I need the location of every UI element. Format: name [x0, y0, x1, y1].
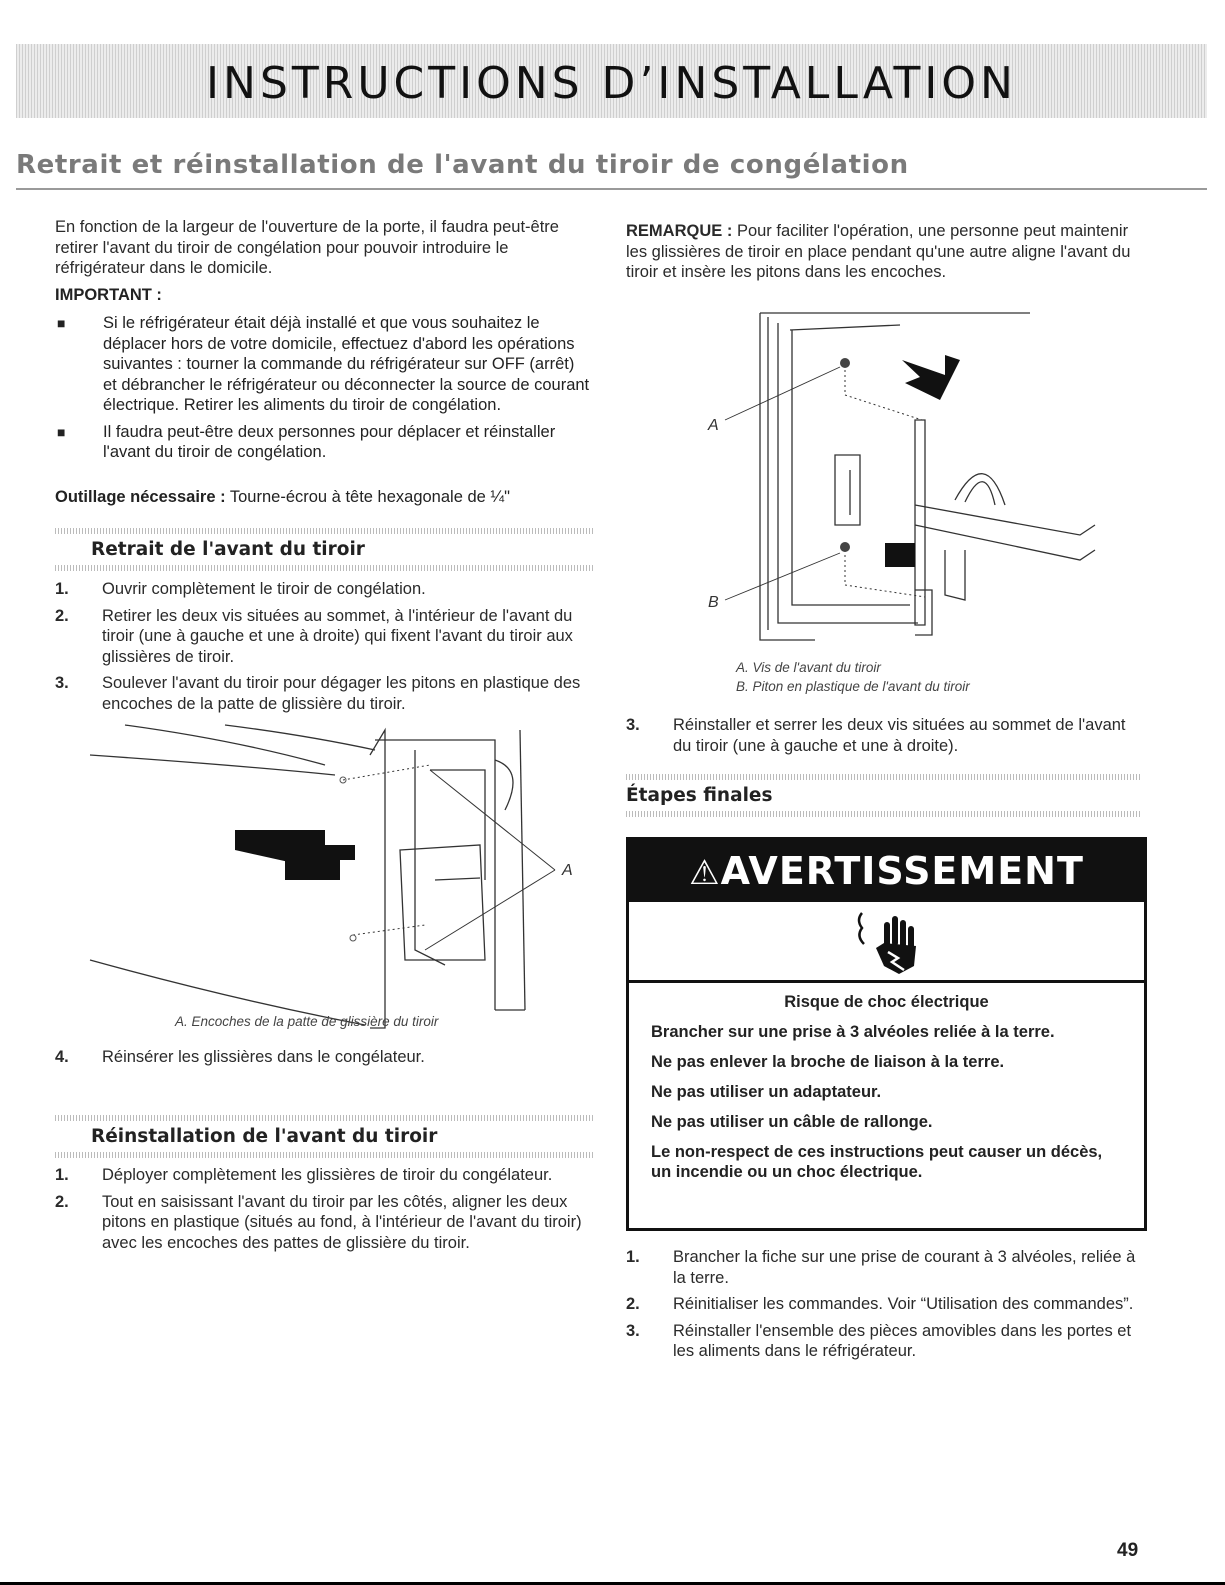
list-item — [55, 313, 590, 416]
intro-text: En fonction de la largeur de l'ouverture de la porte, il faudra peut-être retirer l'avant du tiroir de congélation pour pouvoir introduire le réfrigérateur dans le domicile. — [55, 218, 559, 277]
screw-slot-icon — [350, 935, 356, 941]
step-text: Retirer les deux vis situées au sommet, à l'intérieur de l'avant du tiroir (une à gauche et une à droite) qui fixent l'avant du tiroir aux glissières de tiroir. — [102, 606, 573, 666]
intro-paragraph — [55, 217, 590, 279]
bullet-text: Il faudra peut-être deux personnes pour déplacer et réinstaller l'avant du tiroir de congélation. — [103, 422, 556, 461]
figure2-label-a: A — [708, 417, 719, 434]
removal-heading: Retrait de l'avant du tiroir — [91, 539, 365, 560]
warning-line: Ne pas enlever la broche de liaison à la terre. — [651, 1053, 1005, 1071]
bullet-text: Si le réfrigérateur était déjà installé et que vous souhaitez le déplacer hors de votre domicile, effectuez d'abord les opérations suivantes : tourner la commande du réfrigérateur sur OFF (arrêt) et débrancher le réfrigérateur ou déconnecter la source de courant électrique. Retirer les aliments du tiroir de congélation. — [103, 314, 590, 414]
step-number: 2. — [55, 606, 69, 625]
section-title: Retrait et réinstallation de l'avant du tiroir de congélation — [16, 150, 909, 180]
step-number: 2. — [626, 1295, 640, 1313]
subheading-bar-bottom — [626, 811, 1141, 817]
step-text: Réinitialiser les commandes. Voir “Utilisation des commandes”. — [673, 1295, 1134, 1313]
hazard-title: Risque de choc électrique — [784, 993, 989, 1011]
step-item — [55, 1165, 590, 1186]
warning-header — [629, 840, 1144, 902]
step-item — [55, 579, 590, 600]
page-number: 49 — [1117, 1540, 1139, 1561]
step-text: Réinstaller et serrer les deux vis situées au sommet de l'avant du tiroir (une à gauche et une à droite). — [673, 716, 1126, 755]
subheading-bar-top — [626, 774, 1141, 780]
subheading-bar-bottom — [55, 565, 595, 571]
warning-box — [626, 837, 1147, 1231]
warning-triangle-icon: ⚠ — [689, 853, 721, 893]
figure2-captions — [736, 658, 970, 696]
removal-step4 — [55, 1047, 590, 1074]
step-item — [55, 1047, 590, 1068]
warning-separator — [629, 980, 1144, 983]
final-steps — [626, 1247, 1141, 1368]
tools-label: Outillage nécessaire : — [55, 488, 226, 506]
warning-line: Brancher sur une prise à 3 alvéoles reliée à la terre. — [651, 1023, 1055, 1041]
remark-paragraph — [626, 221, 1141, 283]
banner-title: INSTRUCTIONS D’INSTALLATION — [206, 58, 1017, 109]
remark-text: Pour faciliter l'opération, une personne peut maintenir les glissières de tiroir en place pendant qu'une autre aligne l'avant du tiroir et insère les pitons dans les encoches. — [626, 222, 1131, 281]
reinstall-heading: Réinstallation de l'avant du tiroir — [91, 1126, 438, 1147]
subheading-bar-bottom — [55, 1152, 595, 1158]
header-banner — [16, 44, 1207, 118]
removal-steps — [55, 579, 590, 720]
reinstall-step3 — [626, 715, 1141, 762]
square-bullet-icon: ■ — [57, 315, 66, 331]
final-subheading — [626, 774, 1141, 818]
step-number: 1. — [55, 1166, 69, 1184]
step-number: 2. — [55, 1192, 69, 1211]
step-number: 1. — [55, 580, 69, 598]
step-item — [626, 1321, 1141, 1362]
screw-icon — [840, 358, 850, 368]
reinstall-subheading — [55, 1115, 595, 1159]
step-text: Réinstaller l'ensemble des pièces amovibles dans les portes et les aliments dans le réfrigérateur. — [673, 1321, 1132, 1360]
step-number: 4. — [55, 1048, 69, 1066]
step-text: Tout en saisissant l'avant du tiroir par les côtés, aligner les deux pitons en plastique (situés au fond, à l'intérieur de l'avant du tiroir) avec les encoches des pattes de glissière du tiroir. — [102, 1192, 582, 1252]
warning-text — [629, 992, 1144, 1192]
tools-text: Tourne-écrou à tête hexagonale de ¼" — [229, 488, 511, 506]
step-number: 3. — [626, 716, 640, 734]
piton-icon — [840, 542, 850, 552]
step-item — [55, 1192, 590, 1254]
figure1-caption: A. Encoches de la patte de glissière du tiroir — [175, 1014, 439, 1029]
subheading-bar-top — [55, 1115, 595, 1121]
warning-consequence: Le non-respect de ces instructions peut causer un décès, un incendie ou un choc électrique. — [651, 1143, 1103, 1181]
step-number: 3. — [55, 674, 69, 692]
caption-b: B. Piton en plastique de l'avant du tiroir — [736, 679, 970, 694]
drawer-removal-illustration — [85, 710, 585, 1030]
step-text: Déployer complètement les glissières de tiroir du congélateur. — [102, 1166, 553, 1184]
reinstall-steps — [55, 1165, 590, 1259]
final-heading: Étapes finales — [626, 785, 773, 806]
arrow-left-icon — [885, 543, 915, 567]
drawer-front-illustration — [700, 305, 1100, 650]
warning-line: Ne pas utiliser un câble de rallonge. — [651, 1113, 933, 1131]
section-divider — [16, 188, 1207, 190]
step-text: Soulever l'avant du tiroir pour dégager les pitons en plastique des encoches de la patte de glissière du tiroir. — [102, 674, 581, 713]
step-item — [626, 715, 1141, 756]
list-item — [55, 422, 590, 463]
electric-shock-hand-icon — [854, 908, 924, 976]
step-item — [55, 673, 590, 714]
step-item — [626, 1294, 1141, 1315]
figure-label-a: A — [562, 862, 573, 879]
tools-required — [55, 488, 600, 507]
step-number: 1. — [626, 1248, 640, 1266]
arrow-down-icon — [902, 355, 960, 400]
step-item — [55, 606, 590, 668]
remark-label: REMARQUE : — [626, 222, 733, 240]
step-text: Brancher la fiche sur une prise de courant à 3 alvéoles, reliée à la terre. — [673, 1248, 1136, 1287]
figure2-label-b: B — [708, 594, 719, 611]
step-text: Ouvrir complètement le tiroir de congélation. — [102, 580, 426, 598]
removal-subheading — [55, 528, 595, 572]
important-list — [55, 313, 590, 469]
step-text: Réinsérer les glissières dans le congélateur. — [102, 1048, 425, 1066]
square-bullet-icon: ■ — [57, 423, 66, 440]
step-item — [626, 1247, 1141, 1288]
caption-a: A. Vis de l'avant du tiroir — [736, 660, 881, 675]
step-number: 3. — [626, 1321, 640, 1340]
warning-line: Ne pas utiliser un adaptateur. — [651, 1083, 882, 1101]
warning-title: AVERTISSEMENT — [720, 849, 1084, 893]
subheading-bar-top — [55, 528, 595, 534]
important-label: IMPORTANT : — [55, 286, 162, 304]
arrow-block-icon — [285, 855, 340, 880]
